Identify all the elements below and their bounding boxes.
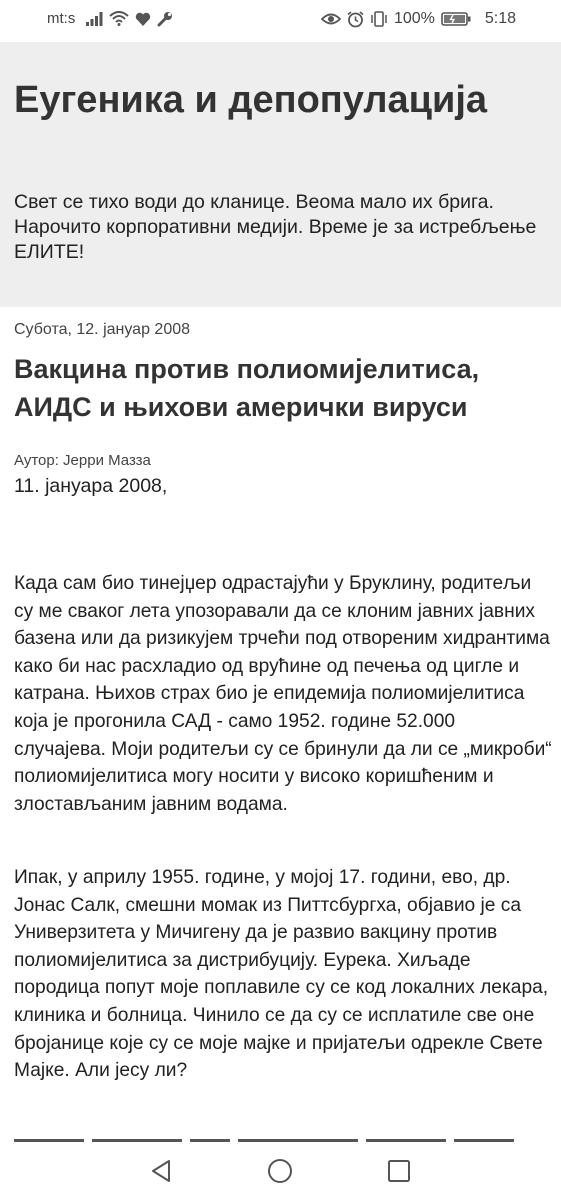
clipped-text-line — [14, 1133, 549, 1142]
post-dateline: 11. јануара 2008, — [14, 475, 168, 497]
battery-percentage: 100% — [393, 10, 435, 27]
blog-header — [0, 42, 561, 307]
post-paragraph: Када сам био тинејџер одрастајући у Бруклину, родитељи су ме сваког лета упозоравали да се клоним јавних јавних базена или да ризикујем трчећи под отвореним хидрантима како би нас расхладио од врућине од печења од цигле и катрана. Њихов страх био је епидемија полиомијелитиса која је прогонила САД - само 1952. године 52.000 случајева. Моји родитељи су се бринули да ли се „микроби“ полиомијелитиса могу носити у високо коришћеним и злостављаним јавним водама. — [14, 573, 552, 815]
alarm-icon — [347, 11, 364, 28]
eye-icon — [321, 12, 341, 26]
carrier-label: mt:s — [47, 10, 76, 27]
status-right — [321, 10, 516, 28]
home-button[interactable] — [263, 1154, 297, 1188]
post-date: Субота, 12. јануар 2008 — [14, 321, 191, 338]
blog-description: Свет се тихо води до кланице. Веома мало их брига. Нарочито корпоративни медији. Време је за истребљење ЕЛИТЕ! — [14, 191, 537, 263]
home-circle-icon — [266, 1157, 294, 1185]
clock: 5:18 — [484, 10, 516, 27]
signal-icon — [85, 12, 103, 26]
blog-title[interactable]: Еугеника и депопулација — [14, 79, 488, 121]
status-left — [47, 10, 173, 27]
navigation-bar — [0, 1142, 561, 1200]
recent-apps-square-icon — [386, 1158, 412, 1184]
post-paragraph: Ипак, у априлу 1955. године, у мојој 17. години, ево, др. Јонас Салк, смешни момак из Питтсбургха, објавио је са Универзитета у Мичигену да је развио вакцину против полиомијелитиса за дистрибуцију. Еурека. Хиљаде породица попут моје поплавиле су се код локалних лекара, клиника и болница. Чинило се да су се исплатиле све оне бројанице које су се моје мајке и пријатељи одрекле Свете Мајке. Али јесу ли? — [14, 867, 549, 1082]
vibrate-icon — [370, 11, 388, 27]
post-title[interactable]: Вакцина против полиомијелитиса, АИДС и њихови амерички вируси — [14, 354, 480, 422]
recent-apps-button[interactable] — [382, 1154, 416, 1188]
heart-icon — [135, 12, 151, 26]
battery-icon — [441, 12, 471, 26]
post — [0, 307, 561, 1142]
post-author: Аутор: Јерри Мазза — [14, 452, 151, 469]
wrench-icon — [157, 11, 173, 27]
status-bar — [0, 0, 561, 42]
wifi-icon — [109, 11, 129, 26]
back-button[interactable] — [144, 1154, 178, 1188]
back-triangle-icon — [148, 1158, 174, 1184]
